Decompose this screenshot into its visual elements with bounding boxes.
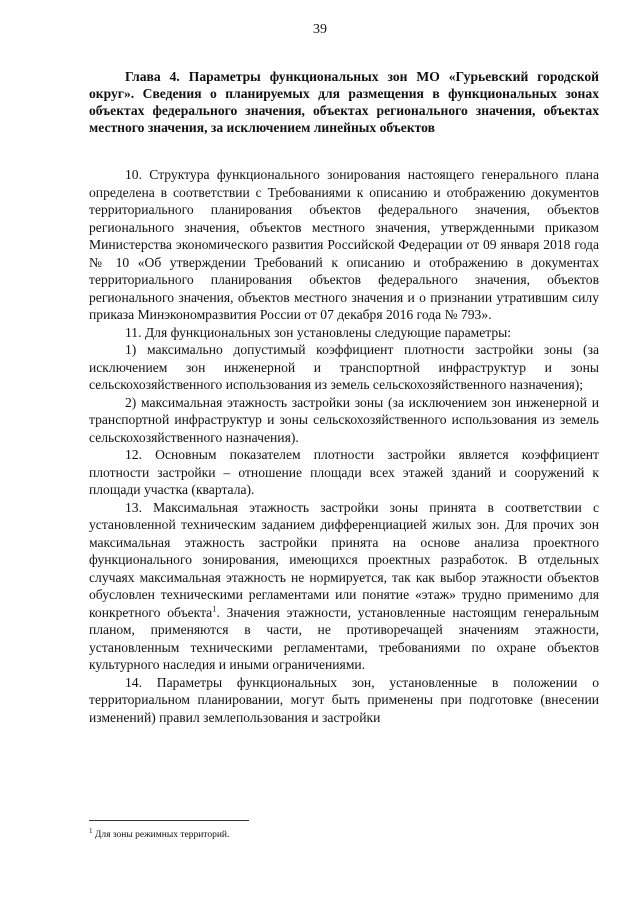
footnote-separator	[89, 820, 249, 821]
chapter-heading: Глава 4. Параметры функциональных зон МО «Гурьевский городской округ». Сведения о планируемых для размещения в функциональных зонах объектах федерального значения, объектах регионального значения, объектах местного значения, за исключением линейных объектов	[89, 69, 599, 135]
paragraph-11-item-1: 1) максимально допустимый коэффициент плотности застройки зоны (за исключением зон инженерной и транспортной инфраструктур и зоны сельскохозяйственного использования из земель сельскохозяйственного назначения);	[89, 342, 599, 392]
paragraph-12: 12. Основным показателем плотности застройки является коэффициент плотности застройки – отношение площади всех этажей зданий и сооружений к площади участка (квартала).	[89, 447, 599, 497]
footnote-mark: 1	[89, 826, 93, 835]
footnote-reference[interactable]: 1	[212, 602, 217, 613]
paragraph-13-text-continued: . Значения этажности, установленные настоящим генеральным планом, применяются в части, не противоречащей значениям этажности, установленным техническими регламентами, требованиями по охране объектов культурного наследия и иными ограничениями.	[89, 604, 599, 672]
body-text	[89, 166, 599, 726]
paragraph-13-text: 13. Максимальная этажность застройки зоны принята в соответствии с установленной техническим заданием дифференциацией жилых зон. Для прочих зон максимальная этажность застройки принята на основе анализа проектного функционального зонирования, имеющихся проектных разработок. В отдельных случаях максимальная этажность не нормируется, так как выбор этажности объектов обусловлен техническими регламентами или понятие «этаж» трудно применимо для конкретного объекта	[89, 499, 599, 620]
paragraph-10: 10. Структура функционального зонирования настоящего генерального плана определена в соответствии с Требованиями к описанию и отображению документов территориального планирования объектов федерального значения, объектов регионального значения, объектов местного значения, утвержденными приказом Министерства экономического развития Российской Федерации от 09 января 2018 года № 10 «Об утверждении Требований к описанию и отображению в документах территориального планирования объектов федерального значения, объектов регионального значения, объектов местного значения и о признании утратившим силу приказа Минэкономразвития России от 07 декабря 2016 года № 793».	[89, 167, 599, 322]
paragraph-14: 14. Параметры функциональных зон, установленные в положении о территориальном планировании, могут быть применены при подготовке (внесении изменений) правил землепользования и застройки	[89, 674, 599, 725]
paragraph-11-item-2: 2) максимальная этажность застройки зоны (за исключением зон инженерной и транспортной инфраструктур и зоны сельскохозяйственного использования из земель сельскохозяйственного назначения).	[89, 394, 599, 445]
footnote-text: Для зоны режимных территорий.	[92, 830, 230, 840]
paragraph-11: 11. Для функциональных зон установлены следующие параметры:	[125, 324, 512, 340]
page-number: 39	[313, 22, 327, 37]
footnote	[89, 826, 599, 841]
paragraph-13	[89, 499, 599, 674]
